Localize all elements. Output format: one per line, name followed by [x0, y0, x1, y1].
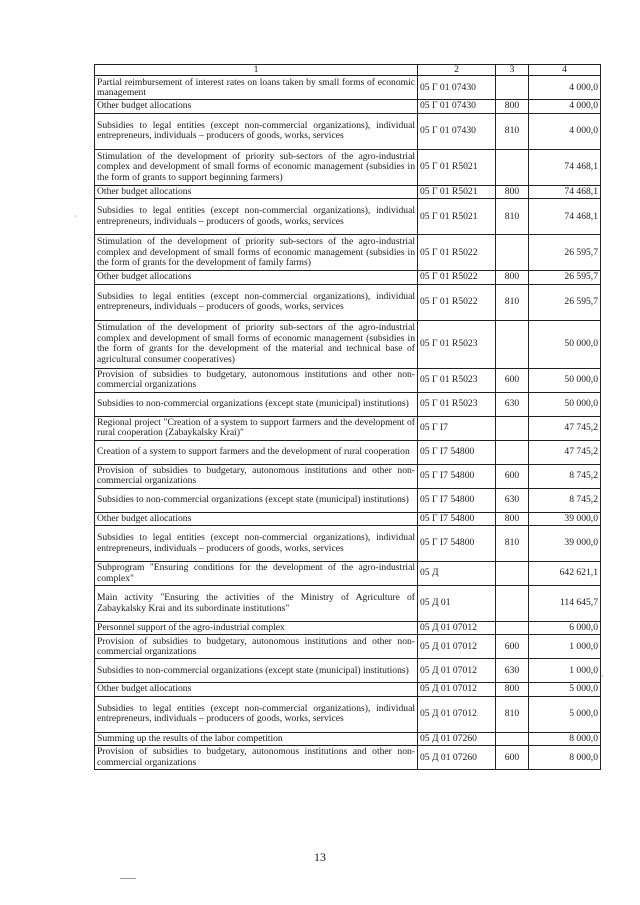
row-type — [496, 149, 529, 185]
row-code: 05 Г 01 07430 — [418, 100, 496, 113]
table-row — [95, 586, 601, 622]
row-type — [496, 622, 529, 635]
row-code: 05 Д 01 07012 — [418, 683, 496, 696]
row-type: 800 — [496, 100, 529, 113]
row-code: 05 Д 01 07260 — [418, 746, 496, 770]
row-type — [496, 586, 529, 622]
row-sum: 4 000,0 — [529, 100, 601, 113]
row-sum: 39 000,0 — [529, 526, 601, 562]
table-row — [95, 526, 601, 562]
row-sum: 4 000,0 — [529, 76, 601, 100]
row-name: Subsidies to legal entities (except non-commercial organizations), individual entrepreneurs, individuals – producers of goods, works, services — [95, 696, 418, 732]
row-name: Stimulation of the development of priority sub-sectors of the agro-industrial complex and development of small forms of economic management (subsidies in the form of grants to support beginning farmers) — [95, 149, 418, 185]
row-sum: 50 000,0 — [529, 392, 601, 416]
row-name: Provision of subsidies to budgetary, autonomous institutions and other non-commercial organizations — [95, 635, 418, 659]
row-code: 05 Д 01 07012 — [418, 622, 496, 635]
scan-mark — [120, 878, 136, 879]
row-type — [496, 562, 529, 586]
row-name: Provision of subsidies to budgetary, autonomous institutions and other non-commercial organizations — [95, 464, 418, 488]
row-code: 05 Г 01 R5023 — [418, 368, 496, 392]
table-row — [95, 635, 601, 659]
row-code: 05 Г I7 54800 — [418, 512, 496, 525]
row-name: Subsidies to legal entities (except non-commercial organizations), individual entrepreneurs, individuals – producers of goods, works, services — [95, 526, 418, 562]
row-type — [496, 76, 529, 100]
row-code: 05 Д 01 07012 — [418, 696, 496, 732]
row-type: 800 — [496, 683, 529, 696]
row-name: Provision of subsidies to budgetary, autonomous institutions and other non-commercial organizations — [95, 368, 418, 392]
scan-speck: · — [601, 672, 604, 681]
row-name: Stimulation of the development of priority sub-sectors of the agro-industrial complex and development of small forms of economic management (subsidies in the form of grants for the development of family farms) — [95, 235, 418, 271]
row-type: 600 — [496, 368, 529, 392]
table-row — [95, 464, 601, 488]
row-sum: 642 621,1 — [529, 562, 601, 586]
table-row — [95, 696, 601, 732]
row-sum: 1 000,0 — [529, 659, 601, 683]
table-row — [95, 76, 601, 100]
row-sum: 8 000,0 — [529, 732, 601, 745]
row-code: 05 Г I7 54800 — [418, 488, 496, 512]
table-row — [95, 732, 601, 745]
table-row — [95, 284, 601, 320]
row-sum: 50 000,0 — [529, 368, 601, 392]
row-name: Subsidies to non-commercial organizations (except state (municipal) institutions) — [95, 488, 418, 512]
row-name: Stimulation of the development of priority sub-sectors of the agro-industrial complex and development of small forms of economic management (subsidies in the form of grants for the development of the material and technical base of agricultural consumer cooperatives) — [95, 320, 418, 368]
row-sum: 8 745,2 — [529, 464, 601, 488]
row-sum: 114 645,7 — [529, 586, 601, 622]
row-name: Other budget allocations — [95, 683, 418, 696]
row-name: Subsidies to legal entities (except non-commercial organizations), individual entrepreneurs, individuals – producers of goods, works, services — [95, 113, 418, 149]
row-name: Other budget allocations — [95, 512, 418, 525]
row-code: 05 Г 01 R5022 — [418, 235, 496, 271]
row-name: Regional project "Creation of a system to support farmers and the development of rural cooperation (Zabaykalsky Krai)" — [95, 416, 418, 440]
table-row — [95, 683, 601, 696]
row-name: Main activity "Ensuring the activities of the Ministry of Agriculture of Zabaykalsky Krai and its subordinate institutions" — [95, 586, 418, 622]
row-type: 810 — [496, 696, 529, 732]
row-name: Other budget allocations — [95, 100, 418, 113]
row-code: 05 Г I7 54800 — [418, 440, 496, 464]
row-sum: 5 000,0 — [529, 696, 601, 732]
table-row — [95, 622, 601, 635]
budget-table — [94, 64, 601, 770]
table-row — [95, 440, 601, 464]
table-row — [95, 659, 601, 683]
row-name: Other budget allocations — [95, 185, 418, 198]
row-name: Subsidies to non-commercial organizations (except state (municipal) institutions) — [95, 392, 418, 416]
row-sum: 47 745,2 — [529, 416, 601, 440]
row-name: Partial reimbursement of interest rates on loans taken by small forms of economic management — [95, 76, 418, 100]
row-sum: 74 468,1 — [529, 149, 601, 185]
row-code: 05 Д — [418, 562, 496, 586]
row-sum: 8 745,2 — [529, 488, 601, 512]
table-header-row — [95, 65, 601, 76]
table-row — [95, 113, 601, 149]
row-type: 810 — [496, 284, 529, 320]
row-type: 810 — [496, 113, 529, 149]
row-type — [496, 732, 529, 745]
column-header-name: 1 — [95, 65, 418, 76]
row-name: Summing up the results of the labor competition — [95, 732, 418, 745]
row-name: Provision of subsidies to budgetary, autonomous institutions and other non-commercial organizations — [95, 746, 418, 770]
row-code: 05 Г I7 — [418, 416, 496, 440]
row-sum: 74 468,1 — [529, 199, 601, 235]
row-code: 05 Г I7 54800 — [418, 526, 496, 562]
table-row — [95, 271, 601, 284]
table-row — [95, 746, 601, 770]
row-sum: 74 468,1 — [529, 185, 601, 198]
page-number: 13 — [314, 850, 326, 864]
row-sum: 26 595,7 — [529, 271, 601, 284]
row-type — [496, 235, 529, 271]
row-type: 630 — [496, 488, 529, 512]
row-type — [496, 440, 529, 464]
row-name: Personnel support of the agro-industrial complex — [95, 622, 418, 635]
row-type: 630 — [496, 659, 529, 683]
row-sum: 6 000,0 — [529, 622, 601, 635]
row-sum: 4 000,0 — [529, 113, 601, 149]
row-type: 600 — [496, 635, 529, 659]
column-header-code: 2 — [418, 65, 496, 76]
column-header-sum: 4 — [529, 65, 601, 76]
table-row — [95, 320, 601, 368]
row-code: 05 Г 01 R5023 — [418, 320, 496, 368]
row-type: 800 — [496, 271, 529, 284]
row-sum: 8 000,0 — [529, 746, 601, 770]
table-row — [95, 416, 601, 440]
table-row — [95, 235, 601, 271]
row-name: Subsidies to legal entities (except non-commercial organizations), individual entrepreneurs, individuals – producers of goods, works, services — [95, 199, 418, 235]
table-row — [95, 368, 601, 392]
column-header-type: 3 — [496, 65, 529, 76]
row-type: 600 — [496, 746, 529, 770]
row-code: 05 Г 01 R5023 — [418, 392, 496, 416]
row-name: Subsidies to non-commercial organizations (except state (municipal) institutions) — [95, 659, 418, 683]
table-row — [95, 149, 601, 185]
row-type: 800 — [496, 512, 529, 525]
row-name: Subsidies to legal entities (except non-commercial organizations), individual entrepreneurs, individuals – producers of goods, works, services — [95, 284, 418, 320]
row-sum: 39 000,0 — [529, 512, 601, 525]
row-code: 05 Д 01 07012 — [418, 659, 496, 683]
row-type — [496, 416, 529, 440]
row-code: 05 Г 01 07430 — [418, 113, 496, 149]
row-code: 05 Г 01 R5021 — [418, 185, 496, 198]
row-name: Creation of a system to support farmers and the development of rural cooperation — [95, 440, 418, 464]
row-code: 05 Г I7 54800 — [418, 464, 496, 488]
row-code: 05 Д 01 07260 — [418, 732, 496, 745]
row-type — [496, 320, 529, 368]
row-code: 05 Г 01 07430 — [418, 76, 496, 100]
table-body — [95, 76, 601, 770]
table-row — [95, 488, 601, 512]
row-code: 05 Г 01 R5022 — [418, 284, 496, 320]
row-type: 600 — [496, 464, 529, 488]
row-type: 630 — [496, 392, 529, 416]
row-code: 05 Д 01 — [418, 586, 496, 622]
row-code: 05 Г 01 R5021 — [418, 149, 496, 185]
row-sum: 50 000,0 — [529, 320, 601, 368]
row-sum: 26 595,7 — [529, 235, 601, 271]
row-type: 810 — [496, 526, 529, 562]
table-row — [95, 185, 601, 198]
row-sum: 5 000,0 — [529, 683, 601, 696]
row-code: 05 Д 01 07012 — [418, 635, 496, 659]
table-row — [95, 100, 601, 113]
table-row — [95, 392, 601, 416]
row-code: 05 Г 01 R5022 — [418, 271, 496, 284]
table-row — [95, 562, 601, 586]
row-name: Subprogram "Ensuring conditions for the development of the agro-industrial complex" — [95, 562, 418, 586]
row-sum: 1 000,0 — [529, 635, 601, 659]
table-row — [95, 199, 601, 235]
row-type: 810 — [496, 199, 529, 235]
row-type: 800 — [496, 185, 529, 198]
row-sum: 26 595,7 — [529, 284, 601, 320]
row-code: 05 Г 01 R5021 — [418, 199, 496, 235]
table-row — [95, 512, 601, 525]
row-name: Other budget allocations — [95, 271, 418, 284]
row-sum: 47 745,2 — [529, 440, 601, 464]
scan-speck: · — [74, 212, 77, 221]
